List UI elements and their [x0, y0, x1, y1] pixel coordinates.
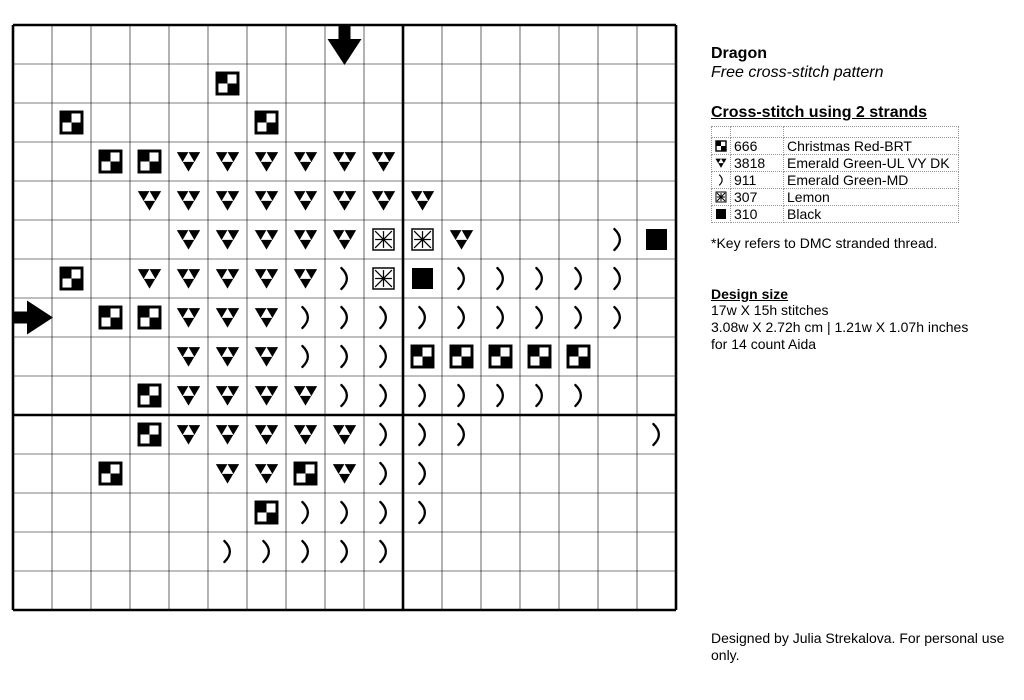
stitch-triple-triangle-icon — [216, 425, 239, 444]
thread-symbol-cell — [712, 189, 731, 206]
stitch-triple-triangle-icon — [333, 191, 356, 210]
thread-code: 307 — [731, 189, 784, 206]
stitch-triple-triangle-icon — [372, 152, 395, 171]
stitch-quartered-square-icon — [412, 346, 433, 367]
stitch-parenthesis-icon — [458, 307, 464, 328]
thread-name: Emerald Green-UL VY DK — [784, 155, 959, 172]
stitch-triple-triangle-icon — [255, 347, 278, 366]
stitch-triple-triangle-icon — [216, 191, 239, 210]
stitch-quartered-square-icon — [256, 502, 277, 523]
stitch-parenthesis-icon — [380, 307, 386, 328]
info-panel — [711, 44, 1016, 353]
stitch-quartered-square-icon — [100, 463, 121, 484]
stitch-filled-square-icon — [412, 268, 433, 289]
stitch-parenthesis-icon — [419, 307, 425, 328]
stitch-triple-triangle-icon — [333, 230, 356, 249]
key-heading: Cross-stitch using 2 strands — [711, 104, 928, 121]
stitch-triple-triangle-icon — [216, 230, 239, 249]
stitch-parenthesis-icon — [341, 385, 347, 406]
stitch-triple-triangle-icon — [138, 269, 161, 288]
stitch-triple-triangle-icon — [177, 308, 200, 327]
pattern-subtitle: Free cross-stitch pattern — [711, 64, 884, 81]
thread-key-row — [712, 172, 959, 189]
stitch-parenthesis-icon — [224, 541, 230, 562]
stitch-parenthesis-icon — [497, 307, 503, 328]
stitch-triple-triangle-icon — [255, 308, 278, 327]
stitch-triple-triangle-icon — [333, 464, 356, 483]
stitch-triple-triangle-icon — [177, 269, 200, 288]
stitch-parenthesis-icon — [497, 385, 503, 406]
stitch-parenthesis-icon — [380, 541, 386, 562]
stitch-triple-triangle-icon — [216, 464, 239, 483]
stitch-triple-triangle-icon — [294, 152, 317, 171]
thread-name: Black — [784, 206, 959, 223]
stitch-triple-triangle-icon — [177, 230, 200, 249]
thread-code: 3818 — [731, 155, 784, 172]
star-box-icon — [715, 191, 727, 203]
stitch-quartered-square-icon — [490, 346, 511, 367]
stitch-triple-triangle-icon — [255, 230, 278, 249]
thread-symbol-cell — [712, 206, 731, 223]
thread-key-row — [712, 138, 959, 155]
stitch-parenthesis-icon — [380, 502, 386, 523]
stitch-parenthesis-icon — [380, 346, 386, 367]
stitch-parenthesis-icon — [419, 502, 425, 523]
thread-key-row — [712, 155, 959, 172]
stitch-parenthesis-icon — [302, 541, 308, 562]
stitch-quartered-square-icon — [295, 463, 316, 484]
stitch-triple-triangle-icon — [255, 464, 278, 483]
stitch-triple-triangle-icon — [294, 269, 317, 288]
stitch-parenthesis-icon — [419, 385, 425, 406]
stitch-quartered-square-icon — [139, 385, 160, 406]
center-arrow-right-icon — [13, 301, 53, 335]
stitch-parenthesis-icon — [341, 541, 347, 562]
stitch-triple-triangle-icon — [216, 152, 239, 171]
stitch-triple-triangle-icon — [255, 269, 278, 288]
stitch-quartered-square-icon — [256, 112, 277, 133]
stitch-parenthesis-icon — [614, 229, 620, 250]
stitch-star-box-icon — [412, 229, 433, 250]
stitch-parenthesis-icon — [341, 502, 347, 523]
thread-code: 666 — [731, 138, 784, 155]
stitch-parenthesis-icon — [419, 424, 425, 445]
stitch-parenthesis-icon — [458, 385, 464, 406]
stitch-quartered-square-icon — [139, 424, 160, 445]
stitch-parenthesis-icon — [575, 385, 581, 406]
stitch-parenthesis-icon — [458, 268, 464, 289]
stitch-triple-triangle-icon — [333, 425, 356, 444]
stitch-quartered-square-icon — [529, 346, 550, 367]
stitch-triple-triangle-icon — [255, 386, 278, 405]
thread-key-row — [712, 206, 959, 223]
stitch-parenthesis-icon — [263, 541, 269, 562]
parenthesis-icon — [715, 174, 727, 186]
thread-code: 310 — [731, 206, 784, 223]
stitch-triple-triangle-icon — [294, 230, 317, 249]
pattern-title: Dragon — [711, 45, 767, 62]
stitch-parenthesis-icon — [341, 346, 347, 367]
stitch-quartered-square-icon — [139, 151, 160, 172]
stitch-quartered-square-icon — [100, 151, 121, 172]
stitch-parenthesis-icon — [536, 385, 542, 406]
thread-symbol-cell — [712, 155, 731, 172]
stitch-triple-triangle-icon — [177, 152, 200, 171]
filled-square-icon — [715, 208, 727, 220]
design-size-dimensions: 3.08w X 2.72h cm | 1.21w X 1.07h inches — [711, 319, 969, 335]
stitch-star-box-icon — [373, 268, 394, 289]
center-arrow-down-icon — [328, 25, 362, 65]
stitch-parenthesis-icon — [380, 385, 386, 406]
stitch-triple-triangle-icon — [294, 425, 317, 444]
thread-symbol-cell — [712, 172, 731, 189]
stitch-triple-triangle-icon — [255, 425, 278, 444]
stitch-triple-triangle-icon — [177, 425, 200, 444]
stitch-triple-triangle-icon — [216, 386, 239, 405]
stitch-quartered-square-icon — [100, 307, 121, 328]
stitch-parenthesis-icon — [575, 307, 581, 328]
stitch-triple-triangle-icon — [216, 269, 239, 288]
stitch-parenthesis-icon — [614, 307, 620, 328]
stitch-parenthesis-icon — [380, 463, 386, 484]
stitch-parenthesis-icon — [302, 307, 308, 328]
quartered-square-icon — [715, 140, 727, 152]
stitch-triple-triangle-icon — [294, 191, 317, 210]
stitch-parenthesis-icon — [497, 268, 503, 289]
thread-name: Lemon — [784, 189, 959, 206]
stitch-parenthesis-icon — [575, 268, 581, 289]
stitch-triple-triangle-icon — [177, 191, 200, 210]
stitch-triple-triangle-icon — [177, 347, 200, 366]
thread-key-row — [712, 189, 959, 206]
stitch-triple-triangle-icon — [411, 191, 434, 210]
thread-symbol-cell — [712, 138, 731, 155]
stitch-quartered-square-icon — [139, 307, 160, 328]
stitch-triple-triangle-icon — [333, 152, 356, 171]
design-size-heading: Design size — [711, 286, 789, 302]
stitch-filled-square-icon — [646, 229, 667, 250]
stitch-triple-triangle-icon — [255, 152, 278, 171]
stitch-quartered-square-icon — [61, 112, 82, 133]
stitch-quartered-square-icon — [61, 268, 82, 289]
stitch-triple-triangle-icon — [450, 230, 473, 249]
stitch-triple-triangle-icon — [372, 191, 395, 210]
stitch-triple-triangle-icon — [294, 386, 317, 405]
thread-name: Emerald Green-MD — [784, 172, 959, 189]
triple-triangle-icon — [715, 157, 727, 169]
stitch-triple-triangle-icon — [138, 191, 161, 210]
stitch-triple-triangle-icon — [216, 308, 239, 327]
stitch-quartered-square-icon — [568, 346, 589, 367]
thread-code: 911 — [731, 172, 784, 189]
designer-credit: Designed by Julia Strekalova. For personal use only. — [711, 630, 1005, 663]
key-note: *Key refers to DMC stranded thread. — [711, 235, 938, 251]
thread-key-table — [711, 126, 959, 223]
stitch-parenthesis-icon — [302, 502, 308, 523]
stitch-star-box-icon — [373, 229, 394, 250]
stitch-triple-triangle-icon — [255, 191, 278, 210]
stitch-parenthesis-icon — [341, 268, 347, 289]
stitch-triple-triangle-icon — [216, 347, 239, 366]
stitch-parenthesis-icon — [380, 424, 386, 445]
stitch-parenthesis-icon — [419, 463, 425, 484]
design-size-stitches: 17w X 15h stitches — [711, 302, 829, 318]
design-size-fabric: for 14 count Aida — [711, 336, 817, 352]
stitch-parenthesis-icon — [536, 307, 542, 328]
stitch-parenthesis-icon — [536, 268, 542, 289]
stitch-triple-triangle-icon — [177, 386, 200, 405]
stitch-quartered-square-icon — [451, 346, 472, 367]
stitch-parenthesis-icon — [341, 307, 347, 328]
stitch-parenthesis-icon — [653, 424, 659, 445]
stitch-quartered-square-icon — [217, 73, 238, 94]
stitch-parenthesis-icon — [302, 346, 308, 367]
thread-name: Christmas Red-BRT — [784, 138, 959, 155]
stitch-parenthesis-icon — [458, 424, 464, 445]
stitch-parenthesis-icon — [614, 268, 620, 289]
